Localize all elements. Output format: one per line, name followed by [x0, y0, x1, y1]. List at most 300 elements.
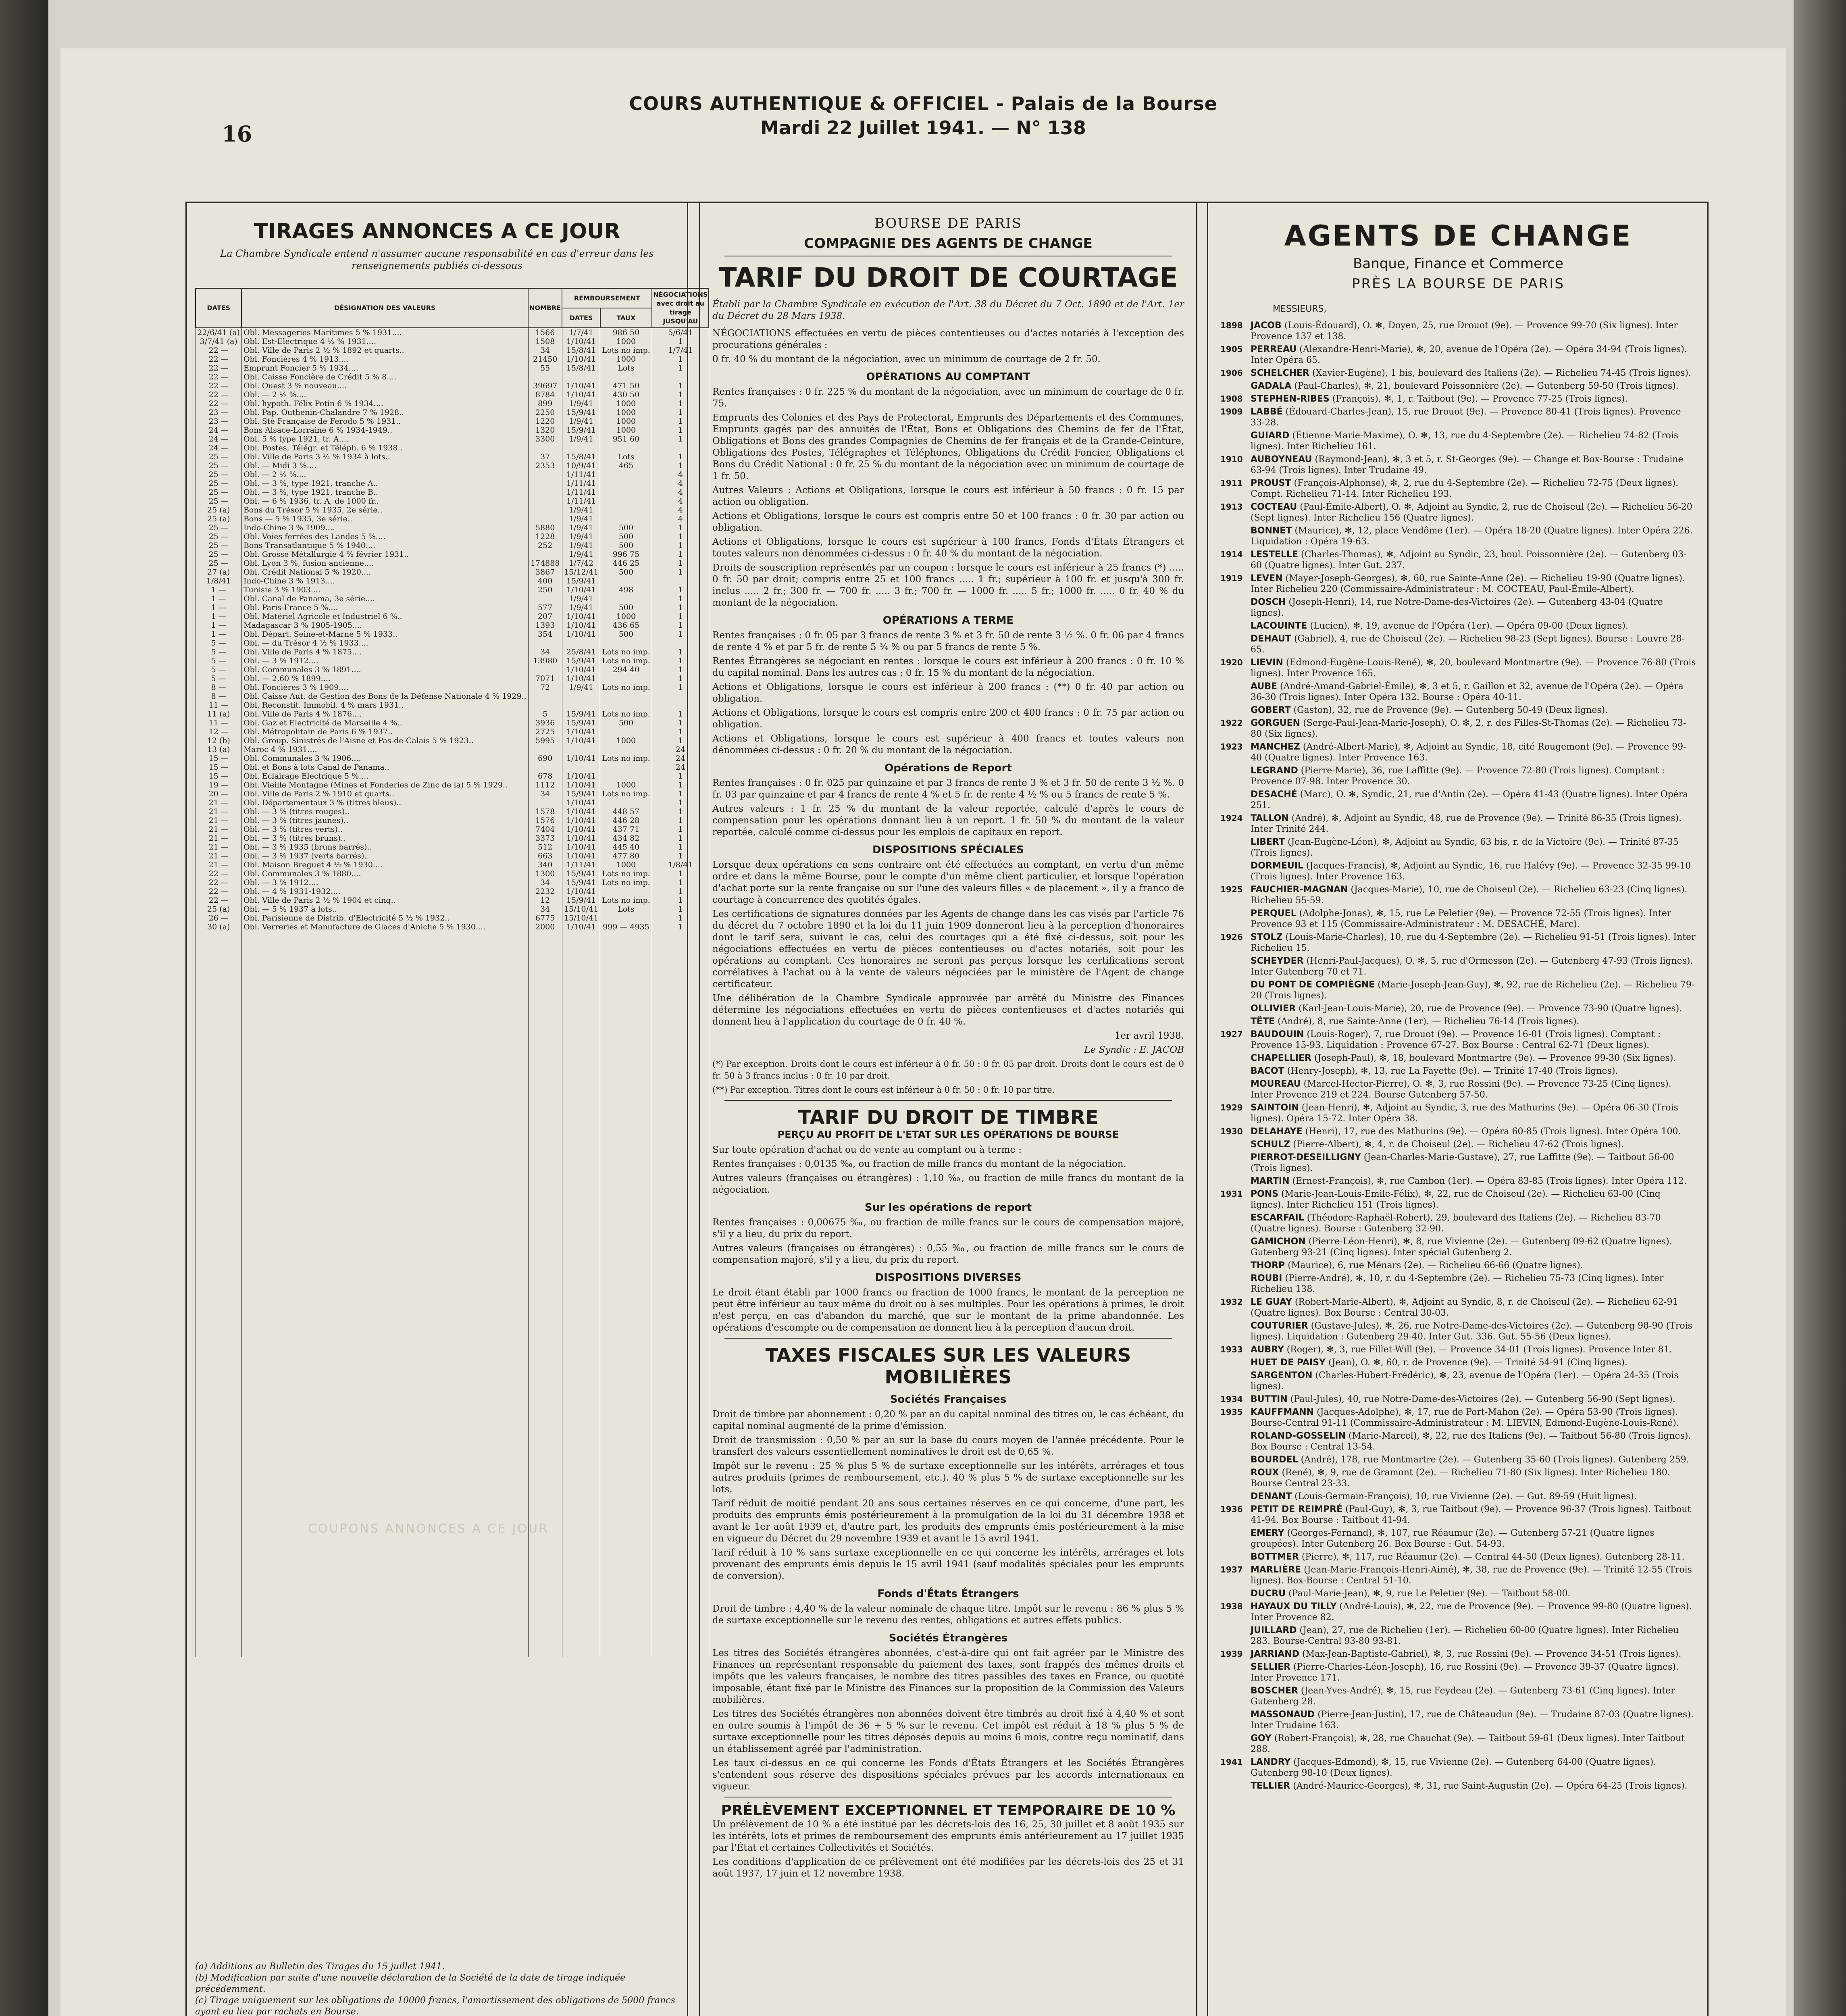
timbre-report-line: Autres valeurs (françaises ou étrangères) : 0,55 ‰, ou fraction de mille francs sur le cours de compensation majoré, s'il y a lieu, du prix du report.: [712, 1243, 1184, 1265]
cell-nombre: 1566: [528, 328, 562, 337]
agent-entry: [1220, 1454, 1696, 1465]
agent-address: (René), ✻, 9, rue de Gramont (2e). — Richelieu 71-80 (Six lignes). Inter Richelieu 180. Bourse Central 23-33.: [1251, 1468, 1670, 1489]
cell-nego: 1: [652, 648, 709, 656]
cell-rb-taux: Lots no imp.: [600, 710, 652, 719]
cell-nombre: 34: [528, 346, 562, 355]
agent-year: [1220, 1431, 1251, 1452]
taxes-title: TAXES FISCALES SUR LES VALEURS MOBILIÈRES: [765, 1344, 1131, 1388]
agent-year: 1932: [1220, 1297, 1243, 1307]
agent-entry: [1220, 1709, 1696, 1731]
cell-designation: Bons Transatlantique 5 % 1940....: [241, 541, 528, 550]
cell-rb-date: 1/10/41: [562, 736, 600, 745]
cell-rb-date: 1/9/41: [562, 550, 600, 559]
agent-name: PERREAU: [1251, 344, 1297, 354]
table-row: [196, 745, 709, 754]
cell-rb-date: 15/8/41: [562, 364, 600, 373]
cell-rb-taux: Lots no imp.: [600, 789, 652, 798]
agent-address: (Henri-Paul-Jacques), O. ✻, 5, rue d'Ormesson (2e). — Gutenberg 47-93 (Trois lignes). Inter Gutenberg 70 et 71.: [1251, 956, 1693, 977]
cell-designation: Obl. Verreries et Manufacture de Glaces d'Aniche 5 % 1930....: [241, 923, 528, 931]
cell-date: 25 —: [196, 470, 241, 479]
agent-name: AUBE: [1251, 681, 1278, 691]
agent-name: GADALA: [1251, 381, 1292, 391]
agent-entry: [1220, 1066, 1696, 1077]
agent-address: (Pierre-Charles-Léon-Joseph), 16, rue Rossini (9e). — Provence 39-37 (Quatre lignes). Inter Provence 171.: [1251, 1662, 1679, 1683]
agent-details: [1251, 1709, 1696, 1731]
cell-rb-date: 15/9/41: [562, 426, 600, 435]
cell-date: 25 (a): [196, 514, 241, 523]
table-row: [196, 852, 709, 860]
cell-designation: Obl. Foncières 4 % 1913....: [241, 355, 528, 364]
agent-name: HAYAUX DU TILLY: [1251, 1602, 1337, 1612]
table-row: [196, 887, 709, 896]
agent-entry: [1220, 718, 1696, 739]
cell-rb-taux: 500: [600, 603, 652, 612]
cell-designation: Obl. Maison Breguet 4 ½ % 1930....: [241, 860, 528, 869]
cell-rb-taux: 437 71: [600, 825, 652, 834]
compagnie-heading: COMPAGNIE DES AGENTS DE CHANGE: [804, 235, 1093, 252]
agent-details: [1251, 1297, 1696, 1318]
cell-date: 21 —: [196, 798, 241, 807]
cell-nombre: 12: [528, 896, 562, 905]
agent-name: STOLZ: [1251, 932, 1283, 942]
agent-details: [1251, 1273, 1696, 1295]
col-designation: DÉSIGNATION DES VALEURS: [241, 288, 528, 328]
cell-nombre: 5995: [528, 736, 562, 745]
agent-year: 1919: [1220, 573, 1243, 583]
cell-designation: Bons — 5 % 1935, 3e série..: [241, 514, 528, 523]
cell-nego: 1: [652, 399, 709, 408]
agent-year: 1933: [1220, 1345, 1243, 1354]
cell-nego: 1: [652, 435, 709, 444]
cell-date: 23 —: [196, 408, 241, 417]
agent-address: (Roger), ✻, 3, rue Fillet-Will (9e). — Provence 34-01 (Trois lignes). Provence Inter 81.: [1286, 1345, 1672, 1355]
agent-details: [1251, 1564, 1696, 1586]
table-row: [196, 710, 709, 719]
agent-address: (Serge-Paul-Jean-Marie-Joseph), O. ✻, 2, r. des Filles-St-Thomas (2e). — Richelieu 73-80 (Six lignes).: [1251, 718, 1686, 739]
cell-date: 15 —: [196, 763, 241, 772]
cell-rb-taux: [600, 763, 652, 772]
cell-nego: 4: [652, 506, 709, 514]
agent-name: GOY: [1251, 1733, 1272, 1743]
cell-designation: Emprunt Foncier 5 % 1934....: [241, 364, 528, 373]
taxes-fr-line: Impôt sur le revenu : 25 % plus 5 % de surtaxe exceptionnelle sur les intérêts, arrérages et tous autres produits (primes de remboursement, etc.). 40 % plus 5 % de surtaxe exceptionnelle sur les lots.: [712, 1461, 1184, 1495]
agent-details: [1251, 1029, 1696, 1051]
agent-name: FAUCHIER-MAGNAN: [1251, 885, 1348, 895]
agent-name: COCTEAU: [1251, 502, 1297, 512]
agent-name: PIERROT-DESEILLIGNY: [1251, 1152, 1361, 1162]
cell-nombre: [528, 594, 562, 603]
table-row: [196, 754, 709, 763]
cell-nombre: 899: [528, 399, 562, 408]
agent-details: [1251, 789, 1696, 811]
cell-designation: Obl. Matériel Agricole et Industriel 6 %..: [241, 612, 528, 621]
cell-rb-taux: [600, 914, 652, 923]
agent-name: MARTIN: [1251, 1176, 1290, 1186]
agent-name: LEVEN: [1251, 573, 1283, 583]
messieurs-label: MESSIEURS,: [1273, 304, 1327, 314]
agent-address: (Maurice), 6, rue Ménars (2e). — Richelieu 66-66 (Quatre lignes).: [1288, 1260, 1583, 1270]
cell-rb-taux: [600, 479, 652, 488]
cell-rb-taux: 465: [600, 461, 652, 470]
taxes-fr-line: Tarif réduit de moitié pendant 20 ans sous certaines réserves en ce qui concerne, d'une part, les produits des emprunts émis postérieurement à la promulgation de la loi du 31 décembre 1938 et avant le 1er août 1939 et, d'autre part, les produits des emprunts émis postérieurement à la mise en vigueur du Décret du 29 novembre 1939 et avant le 15 avril 1941.: [712, 1498, 1184, 1544]
report-heading: Opérations de Report: [884, 762, 1012, 774]
cell-rb-taux: Lots no imp.: [600, 754, 652, 763]
agent-details: [1251, 525, 1696, 547]
agent-entry: [1220, 1357, 1696, 1368]
cell-nombre: [528, 497, 562, 506]
cell-designation: Obl. — 3 % (titres verts)..: [241, 825, 528, 834]
cell-nego: 1: [652, 461, 709, 470]
agent-details: [1251, 1588, 1696, 1599]
cell-rb-date: 1/9/41: [562, 506, 600, 514]
cell-nego: 1: [652, 364, 709, 373]
cell-date: 1 —: [196, 612, 241, 621]
cell-date: 20 —: [196, 789, 241, 798]
agent-address: (Jean-Charles-Marie-Gustave), 27, rue Laffitte (9e). — Taitbout 56-00 (Trois lignes).: [1251, 1152, 1674, 1173]
cell-date: 21 —: [196, 843, 241, 852]
cell-nombre: [528, 798, 562, 807]
cell-date: 3/7/41 (a): [196, 337, 241, 346]
cell-date: 5 —: [196, 656, 241, 665]
cell-nego: 1: [652, 585, 709, 594]
cell-designation: Obl. Caisse Foncière de Crédit 5 % 8....: [241, 373, 528, 381]
agent-year: 1936: [1220, 1504, 1243, 1514]
cell-date: 21 —: [196, 807, 241, 816]
cell-date: 25 (a): [196, 506, 241, 514]
cell-rb-date: 1/9/41: [562, 417, 600, 426]
cell-date: 11 —: [196, 719, 241, 727]
cell-nego: 1: [652, 594, 709, 603]
table-row: [196, 736, 709, 745]
agent-address: (Henri), 17, rue des Mathurins (9e). — Opéra 60-85 (Trois lignes). Inter Opéra 100.: [1305, 1127, 1681, 1137]
cell-rb-taux: 500: [600, 532, 652, 541]
terme-line: Actions et Obligations, lorsque le cours est inférieur à 200 francs : (**) 0 fr. 40 par action ou obligation.: [712, 682, 1184, 704]
table-row: [196, 781, 709, 789]
agent-entry: [1220, 1649, 1696, 1660]
cell-nombre: [528, 506, 562, 514]
table-row: [196, 470, 709, 479]
agent-address: (Pierre-Marie), 36, rue Laffitte (9e). — Provence 72-80 (Trois lignes). Comptant : Provence 07-98. Inter Provence 30.: [1251, 766, 1665, 787]
cell-date: 24 —: [196, 444, 241, 452]
agent-name: PERQUEL: [1251, 908, 1297, 918]
table-row: [196, 727, 709, 736]
cell-rb-taux: Lots no imp.: [600, 656, 652, 665]
table-row: [196, 373, 709, 381]
agent-address: (Joseph-Paul), ✻, 18, boulevard Montmartre (9e). — Provence 99-30 (Six lignes).: [1314, 1053, 1676, 1063]
agent-details: [1251, 1601, 1696, 1623]
cell-date: 25 —: [196, 532, 241, 541]
agent-details: [1251, 1066, 1696, 1077]
comptant-heading: OPÉRATIONS AU COMPTANT: [866, 371, 1030, 383]
cell-rb-taux: [600, 488, 652, 497]
cell-date: 25 —: [196, 550, 241, 559]
agent-details: [1251, 430, 1696, 452]
agent-year: [1220, 1685, 1251, 1707]
agent-name: MOUREAU: [1251, 1079, 1301, 1089]
cell-rb-taux: [600, 373, 652, 381]
agent-details: [1251, 1016, 1696, 1027]
agent-year: [1220, 908, 1251, 930]
cell-nombre: 1578: [528, 807, 562, 816]
agent-details: [1251, 1649, 1696, 1660]
agent-year: [1220, 1709, 1251, 1731]
agent-address: (Marie-Jean-Louis-Emile-Félix), ✻, 22, rue de Choiseul (2e). — Richelieu 63-00 (Cinq lignes). Inter Richelieu 151 (Trois lignes).: [1251, 1189, 1661, 1210]
agent-entry: [1220, 681, 1696, 703]
agent-year: [1220, 1016, 1251, 1027]
agent-year: [1220, 1467, 1251, 1489]
page-date: Mardi 22 Juillet 1941. — N° 138: [760, 117, 1086, 139]
cell-designation: Obl. Métropolitain de Paris 6 % 1937..: [241, 727, 528, 736]
agent-details: [1251, 478, 1696, 500]
cell-nego: 1/7/41: [652, 346, 709, 355]
cell-designation: Obl. — du Trésor 4 ½ % 1933....: [241, 639, 528, 648]
agent-name: BOSCHER: [1251, 1686, 1298, 1696]
courtage-intro: Établi par la Chambre Syndicale en exécution de l'Art. 38 du Décret du 7 Oct. 1890 et de l'Art. 1er du Décret du 28 Mars 1938.: [712, 299, 1184, 321]
agent-year: 1927: [1220, 1029, 1243, 1039]
cell-rb-taux: 500: [600, 719, 652, 727]
agent-year: [1220, 956, 1251, 977]
agent-entry: [1220, 1189, 1696, 1210]
cell-rb-taux: 1000: [600, 399, 652, 408]
agent-address: (Gabriel), 4, rue de Choiseul (2e). — Richelieu 98-23 (Sept lignes). Bourse : Louvre 28-65.: [1251, 634, 1685, 655]
agent-name: GUIARD: [1251, 431, 1290, 441]
cell-designation: Obl. — 3 % 1937 (verts barrés)..: [241, 852, 528, 860]
agent-entry: [1220, 1431, 1696, 1452]
agent-details: [1251, 1102, 1696, 1124]
agent-entry: [1220, 789, 1696, 811]
agent-year: [1220, 1079, 1251, 1100]
cell-designation: Obl. — Midi 3 %....: [241, 461, 528, 470]
agent-address: (Georges-Fernand), ✻, 107, rue Réaumur (2e). — Gutenberg 57-21 (Quatre lignes groupées). Inter Gutenberg 26. Box Bourse : Gut. 54-93.: [1251, 1528, 1655, 1549]
cell-date: 24 —: [196, 426, 241, 435]
table-row: [196, 559, 709, 568]
cell-nego: 1: [652, 878, 709, 887]
table-row: [196, 488, 709, 497]
agent-details: [1251, 1685, 1696, 1707]
agents-subtitle-1: Banque, Finance et Commerce: [1353, 256, 1563, 272]
agent-details: [1251, 621, 1696, 631]
taxes-fr-line: Droit de transmission : 0,50 % par an sur la base du cours moyen de l'année précédente. Pour le transfert des valeurs essentiellement nominatives le droit est de 0,65 %.: [712, 1435, 1184, 1457]
agent-details: [1251, 1431, 1696, 1452]
cell-nego: 1: [652, 541, 709, 550]
cell-nego: 1: [652, 426, 709, 435]
cell-date: 21 —: [196, 816, 241, 825]
agent-year: [1220, 705, 1251, 716]
cell-rb-taux: [600, 692, 652, 701]
agent-address: (Henry-Joseph), ✻, 13, rue La Fayette (9e). — Trinité 17-40 (Trois lignes).: [1287, 1066, 1618, 1076]
agent-year: [1220, 765, 1251, 787]
courtage-footnote: (**) Par exception. Titres dont le cours est inférieur à 0 fr. 50 : 0 fr. 10 par titre.: [712, 1085, 1055, 1095]
agent-address: (Jacques-Edmond), ✻, 15, rue Vivienne (2e). — Gutenberg 64-00 (Quatre lignes). Gutenberg 98-10 (Deux lignes).: [1251, 1757, 1657, 1778]
cell-rb-taux: 986 50: [600, 328, 652, 337]
cell-rb-taux: 1000: [600, 417, 652, 426]
agent-details: [1251, 657, 1696, 679]
agent-address: (Louis-Germain-François), 10, rue Vivienne (2e). — Gut. 89-59 (Huit lignes).: [1294, 1491, 1637, 1502]
agent-entry: [1220, 1757, 1696, 1779]
cell-rb-taux: 446 25: [600, 559, 652, 568]
terme-heading: OPÉRATIONS A TERME: [882, 614, 1014, 627]
cell-rb-date: 15/9/41: [562, 896, 600, 905]
cell-nego: 1: [652, 390, 709, 399]
societes-etrangeres-line: Les taux ci-dessus en ce qui concerne les Fonds d'États Étrangers et les Sociétés Étrangères s'entendent sous réserve des dispositions spéciales prévues par les accords internationaux en vigueur.: [712, 1758, 1184, 1792]
agent-name: OLLIVIER: [1251, 1004, 1296, 1014]
agent-name: JUILLARD: [1251, 1625, 1297, 1635]
cell-date: 8 —: [196, 692, 241, 701]
cell-nego: 1: [652, 674, 709, 683]
cell-rb-date: 1/9/41: [562, 683, 600, 692]
agent-name: CHAPELLIER: [1251, 1053, 1311, 1063]
agent-entry: [1220, 1564, 1696, 1586]
agent-name: JACOB: [1251, 321, 1282, 331]
cell-designation: Obl. Paris-France 5 %....: [241, 603, 528, 612]
agent-details: [1251, 681, 1696, 703]
agent-year: 1920: [1220, 658, 1243, 667]
agent-address: (Marcel-Hector-Pierre), O. ✻, 3, rue Rossini (9e). — Provence 73-25 (Cinq lignes). Inter Provence 219 et 224. Bourse Gutenberg 57-50.: [1251, 1079, 1671, 1100]
agent-details: [1251, 1079, 1696, 1100]
cell-nego: 1: [652, 612, 709, 621]
cell-designation: Obl. Ville de Paris 2 ½ % 1892 et quarts..: [241, 346, 528, 355]
agent-address: (Théodore-Raphaël-Robert), 29, boulevard des Italiens (2e). — Richelieu 83-70 (Quatre lignes). Bourse : Gutenberg 32-90.: [1251, 1213, 1661, 1234]
table-row: [196, 603, 709, 612]
cell-nego: 1: [652, 736, 709, 745]
agent-details: [1251, 1212, 1696, 1234]
cell-designation: Obl. Reconstit. Immobil. 4 % mars 1931..: [241, 701, 528, 710]
book-spine-right: [1794, 0, 1846, 2016]
table-row: [196, 719, 709, 727]
agent-year: [1220, 1370, 1251, 1392]
table-row: [196, 692, 709, 701]
agent-year: 1914: [1220, 550, 1243, 559]
agent-details: [1251, 979, 1696, 1001]
cell-rb-date: 1/9/41: [562, 399, 600, 408]
agent-year: 1910: [1220, 454, 1243, 464]
cell-designation: Obl. Gaz et Electricité de Marseille 4 %..: [241, 719, 528, 727]
agent-name: MANCHEZ: [1251, 742, 1300, 752]
agent-year: [1220, 430, 1251, 452]
cell-rb-taux: 500: [600, 568, 652, 577]
agent-details: [1251, 320, 1696, 342]
agent-entry: [1220, 1588, 1696, 1599]
comptant-line: Actions et Obligations, lorsque le cours est compris entre 50 et 100 francs : 0 fr. 30 par action ou obligation.: [712, 511, 1184, 533]
agent-entry: [1220, 1003, 1696, 1014]
agent-name: KAUFFMANN: [1251, 1407, 1314, 1417]
agent-name: BACOT: [1251, 1066, 1284, 1076]
cell-nombre: 34: [528, 878, 562, 887]
agent-year: [1220, 1212, 1251, 1234]
agent-name: DUCRU: [1251, 1589, 1286, 1599]
tirages-title: TIRAGES ANNONCES A CE JOUR: [254, 219, 620, 244]
cell-designation: Obl. Communales 3 % 1906....: [241, 754, 528, 763]
agent-details: [1251, 1152, 1696, 1174]
cell-nego: 24: [652, 754, 709, 763]
cell-rb-taux: 1000: [600, 736, 652, 745]
terme-line: Actions et Obligations, lorsque le cours est compris entre 200 et 400 francs : 0 fr. 75 par action ou obligation.: [712, 708, 1184, 730]
agent-entry: [1220, 406, 1696, 428]
agent-entry: [1220, 454, 1696, 476]
table-row: [196, 585, 709, 594]
cell-date: 25 (a): [196, 905, 241, 914]
cell-nego: 1: [652, 381, 709, 390]
comptant-line: Rentes françaises : 0 fr. 225 % du montant de la négociation, avec un minimum de courtage de 0 fr. 75.: [712, 387, 1184, 409]
agent-entry: [1220, 1212, 1696, 1234]
agent-year: 1937: [1220, 1565, 1243, 1574]
newspaper-page: [60, 48, 1786, 2016]
cell-rb-date: 10/9/41: [562, 461, 600, 470]
cell-rb-taux: 448 57: [600, 807, 652, 816]
cell-rb-date: [562, 692, 600, 701]
agent-year: 1911: [1220, 478, 1243, 488]
cell-nombre: 663: [528, 852, 562, 860]
agent-details: [1251, 1528, 1696, 1549]
cell-date: 5 —: [196, 665, 241, 674]
cell-rb-date: 1/7/42: [562, 559, 600, 568]
agent-address: (André), 178, rue Montmartre (2e). — Gutenberg 35-60 (Trois lignes). Gutenberg 259.: [1301, 1455, 1689, 1465]
agent-year: 1922: [1220, 718, 1243, 728]
agent-details: [1251, 1189, 1696, 1210]
cell-nego: 1: [652, 630, 709, 639]
cell-nombre: 2232: [528, 887, 562, 896]
agent-entry: [1220, 1016, 1696, 1027]
cell-date: 22 —: [196, 381, 241, 390]
cell-date: 25 —: [196, 461, 241, 470]
cell-rb-taux: Lots: [600, 905, 652, 914]
cell-designation: Obl. — 3 % 1935 (bruns barrés)..: [241, 843, 528, 852]
cell-nombre: 34: [528, 789, 562, 798]
cell-designation: Obl. 5 % type 1921, tr. A....: [241, 435, 528, 444]
cell-rb-date: 1/11/41: [562, 479, 600, 488]
agent-address: (Louis-Roger), 7, rue Drouot (9e). — Provence 16-01 (Trois lignes). Comptant : Provence 15-93. Liquidation : Provence 67-27. Box Bourse : Central 62-71 (Deux lignes).: [1251, 1029, 1661, 1050]
cell-rb-date: 1/10/41: [562, 630, 600, 639]
cell-nego: 1: [652, 621, 709, 630]
cell-designation: Obl. Messageries Maritimes 5 % 1931....: [241, 328, 528, 337]
agent-name: ROLAND-GOSSELIN: [1251, 1431, 1346, 1441]
cell-rb-date: 1/11/41: [562, 470, 600, 479]
report-line: Rentes françaises : 0 fr. 025 par quinzaine et par 3 francs de rente 3 % et 3 fr. 50 de rente 3 ½ %. 0 fr. 03 par quinzaine et par 4 francs de rente 4 % et 5 fr. de rente 4 ½ % ou 5 francs de rente 5 %.: [712, 778, 1184, 800]
agent-name: BOURDEL: [1251, 1455, 1298, 1465]
empty-cell: [241, 931, 528, 1657]
agent-address: (Joseph-Henri), 14, rue Notre-Dame-des-Victoires (2e). — Gutenberg 43-04 (Quatre lignes).: [1251, 597, 1663, 618]
table-row: [196, 789, 709, 798]
agent-address: (André-Maurice-Georges), ✻, 31, rue Saint-Augustin (2e). — Opéra 64-25 (Trois lignes).: [1293, 1781, 1688, 1791]
cell-designation: Obl. Grosse Métallurgie 4 % février 1931..: [241, 550, 528, 559]
agent-name: MARLIÈRE: [1251, 1565, 1301, 1575]
table-row: [196, 816, 709, 825]
cell-nego: 1: [652, 807, 709, 816]
agent-entry: [1220, 478, 1696, 500]
agent-entry: [1220, 430, 1696, 452]
cell-date: 22 —: [196, 373, 241, 381]
cell-rb-date: 15/8/41: [562, 346, 600, 355]
cell-rb-date: [562, 701, 600, 710]
cell-designation: Obl. Group. Sinistrés de l'Aisne et Pas-de-Calais 5 % 1923..: [241, 736, 528, 745]
cell-nego: 1: [652, 408, 709, 417]
agent-address: (Marie-Marcel), ✻, 22, rue des Italiens (9e). — Taitbout 56-80 (Trois lignes). Box Bourse : Central 13-54.: [1251, 1431, 1691, 1452]
cell-nombre: 1112: [528, 781, 562, 789]
cell-date: 21 —: [196, 860, 241, 869]
cell-rb-taux: [600, 577, 652, 585]
cell-nombre: [528, 488, 562, 497]
timbre-subtitle: PERÇU AU PROFIT DE L'ETAT SUR LES OPÉRATIONS DE BOURSE: [777, 1129, 1119, 1140]
cell-nego: 1: [652, 355, 709, 364]
table-row: [196, 337, 709, 346]
cell-designation: Obl. — 3 % (titres rouges)..: [241, 807, 528, 816]
col-rb-taux: TAUX: [600, 308, 652, 328]
cell-rb-date: 15/9/41: [562, 789, 600, 798]
speciales-heading: DISPOSITIONS SPÉCIALES: [872, 844, 1024, 856]
cell-date: 25 —: [196, 452, 241, 461]
agent-address: (Karl-Jean-Louis-Marie), 20, rue de Provence (9e). — Provence 73-90 (Quatre lignes).: [1299, 1004, 1682, 1014]
cell-designation: Obl. Pap. Outhenin-Chalandre 7 % 1928..: [241, 408, 528, 417]
